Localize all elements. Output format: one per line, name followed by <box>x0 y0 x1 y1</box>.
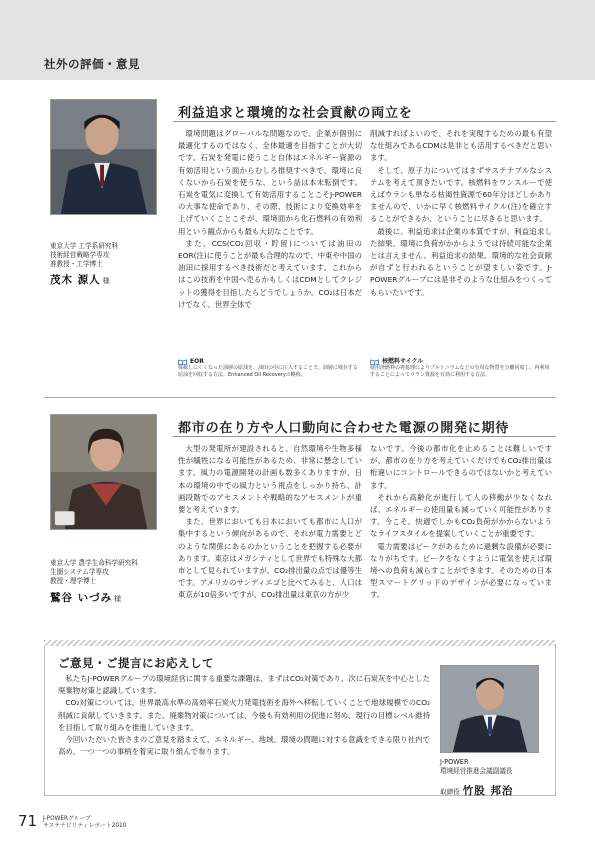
article-column-right <box>370 443 552 602</box>
article-title: 都市の在り方や人口動向に合わせた電源の開発に期待 <box>178 421 510 436</box>
paragraph: CO₂対策については、世界最高水準の高効率石炭火力発電技術を海外へ移転していくことで地球規模でのCO₂削減に貢献していきます。また、廃棄物対策については、今後も有効利用の促進に努め、現行の目標レベル維持を目指して取り組みを推進していきます。 <box>58 698 430 732</box>
footnote-term: 核燃料サイクル <box>382 358 424 365</box>
affiliation-line: 東京大学 工学系研究科 <box>50 242 119 250</box>
footnote-eor <box>178 358 358 379</box>
paragraph: また、世界においても日本においても都市に人口が集中するという傾向があるので、それが電力需要とどのような関係にあるのかということを把握する必要があります。東京はメガシティとして世界でも特殊な大都市として見られていますが、CO₂排出量の点では優等生です。アメリカのサンディエゴと比べてみると、人口は東京が10倍多いですが、CO₂排出量は東京の方が少 <box>178 517 362 600</box>
person-name-text: 茂木 源人 <box>50 274 101 286</box>
paragraph: そして、原子力についてはまずサステナブルなシステムを考えて頂きたいです。核燃料をワンスルーで使えばウランも単なる枯渇性資源で60年分ほどしかありませんので、いかに早く核燃料サイクル(注)を確立することができるか、ということに尽きると思います。 <box>370 165 552 224</box>
response-title: ご意見・ご提言にお応えして <box>58 656 214 670</box>
book-icon <box>370 359 379 365</box>
footer-brand <box>43 816 126 830</box>
person-photo-washitani <box>50 414 157 530</box>
responder-affiliation <box>440 758 552 776</box>
person-name <box>50 590 122 605</box>
person-name <box>50 272 111 287</box>
person-affiliation <box>50 559 162 586</box>
title-rule <box>173 436 556 437</box>
article-column-right <box>370 128 552 299</box>
responder-name-row <box>440 779 513 798</box>
section-label: 社外の評価・意見 <box>44 57 140 71</box>
paragraph: ないです。今後の都市化を止めることは難しいですが、都市の在り方を考えていくだけでもCO₂排出量は桁違いにコントロールできるのではないかと考えています。 <box>370 444 552 490</box>
section-divider <box>44 397 556 398</box>
paragraph: 大型の発電所が建設されると、自然環境や生物多様性が犠牲になる可能性があるため、非常に懸念しています。風力の電源開発の計画も数多くありますが、日本の環境の中での風力という視点をしっかり持ち、計画段階でのアセスメントや戦略的なアセスメントが重要と考えています。 <box>178 444 362 515</box>
person-affiliation <box>50 242 162 269</box>
paragraph: 削減すればよいので、それを実現するための最も有望な仕組みであるCDMは是非とも活用するべきだと思います。 <box>370 129 552 163</box>
footnote-nuclear-fuel-cycle <box>370 358 550 379</box>
paragraph: 環境問題はグローバルな問題なので、企業が個別に最適化するのではなく、全体最適を目指すことが大切です。石炭を発電に使うこと自体はエネルギー資源の有効活用という面からむしろ推奨すべきで、環境に良くないから石炭を使うな、という話は本末転倒です。石炭を電気に変換して有効活用することこそJ-POWERの大事な使命であり、その際、技術により変換効率を上げていくことこそが、環境面から化石燃料の有効利用という観点からも最も大切なことです。 <box>178 129 362 236</box>
affiliation-line: 技術経営戦略学専攻 <box>50 251 110 259</box>
affiliation-line: 生圏システム学専攻 <box>50 568 109 576</box>
affiliation-line: 准教授・工学博士 <box>50 260 103 268</box>
footnote-text: 使用済燃料の再処理によりプルトニウムなどの有用な物質を分離回収し、再利用することによってウラン資源を有効に利用する方法。 <box>370 365 550 378</box>
page-number: 71 <box>18 812 38 830</box>
paragraph: 今回いただいた皆さまのご意見を踏まえて、エネルギー、地域、環境の問題に対する意識をできる限り社内で高め、一つ一つの事柄を着実に取り組んで参ります。 <box>58 735 430 757</box>
responder-name: 竹股 邦治 <box>462 785 514 797</box>
title-rule <box>173 121 556 122</box>
footer-brand-line: サステナビリティレポート2010 <box>43 823 127 829</box>
person-honorific: 様 <box>114 595 123 603</box>
affiliation-line: 教授・理学博士 <box>50 577 97 585</box>
book-icon <box>178 359 187 365</box>
responder-role: 取締役 <box>440 788 460 796</box>
paragraph: 私たちJ-POWERグループの環境経営に関する重要な課題は、まずはCO₂対策であり、次に石炭灰を中心とした廃棄物対策と認識しています。 <box>58 674 430 696</box>
affiliation-line: J-POWER <box>440 758 469 766</box>
person-photo-mogi <box>50 99 157 215</box>
responder-photo <box>440 665 539 753</box>
footnote-text: 採掘しにくくなった油層の原油を、油田の中に圧入することで、油層に残存する原油を回収する方法。Enhanced Oil Recoveryの略称。 <box>178 365 358 378</box>
person-name-text: 鷲谷 いづみ <box>50 592 113 604</box>
footnotes <box>173 358 556 388</box>
footnote-term: EOR <box>190 358 204 365</box>
footer-brand-line: J-POWERグループ <box>43 816 91 822</box>
response-box-strip <box>44 640 556 646</box>
paragraph: 最後に、利益追求は企業の本質ですが、利益追求した結果、環境に負荷がかからようでは持続可能な企業とは言えません。利益追求の結果、環境的な社会貢献が自ずと行われるということが望ましい姿です。J-POWERグループには是非そのような仕組みをつくってもらいたいです。 <box>370 226 552 297</box>
affiliation-line: 東京大学 農学生命科学研究科 <box>50 559 138 567</box>
paragraph: 電力需要はピークがあるために過剰な設備が必要になりがちです。ピークをなくすように電気を使えば環境への負荷も減らすことができます。そのための日本型スマートグリッドのデザインが必要になっています。 <box>370 541 552 600</box>
article-column-left <box>178 443 362 602</box>
article-title: 利益追求と環境的な社会貢献の両立を <box>178 106 413 121</box>
paragraph: それから高齢化が進行して人の移動が少なくなれば、エネルギーの使用量も減っていく可能性があります。今こそ、快適でしかもCO₂負荷がかからないようなライフスタイルを提案していくことが重要です。 <box>370 492 552 539</box>
paragraph: また、CCS(CO₂回収・貯留)については油田のEOR(注)に使うことが最も合理的なので、中東や中国の油田に採用するべき技術だと考えています。これからはこの技術を中国へ売るかもしくはCDMとしてクレジットの獲得を目指したらどうでしょうか。CO₂は日本だけでなく、世界全体で <box>178 238 362 309</box>
article-column-left <box>178 128 362 311</box>
response-body <box>58 673 430 758</box>
person-honorific: 様 <box>102 277 111 285</box>
affiliation-line: 環境経営推進会議副議長 <box>440 767 513 775</box>
